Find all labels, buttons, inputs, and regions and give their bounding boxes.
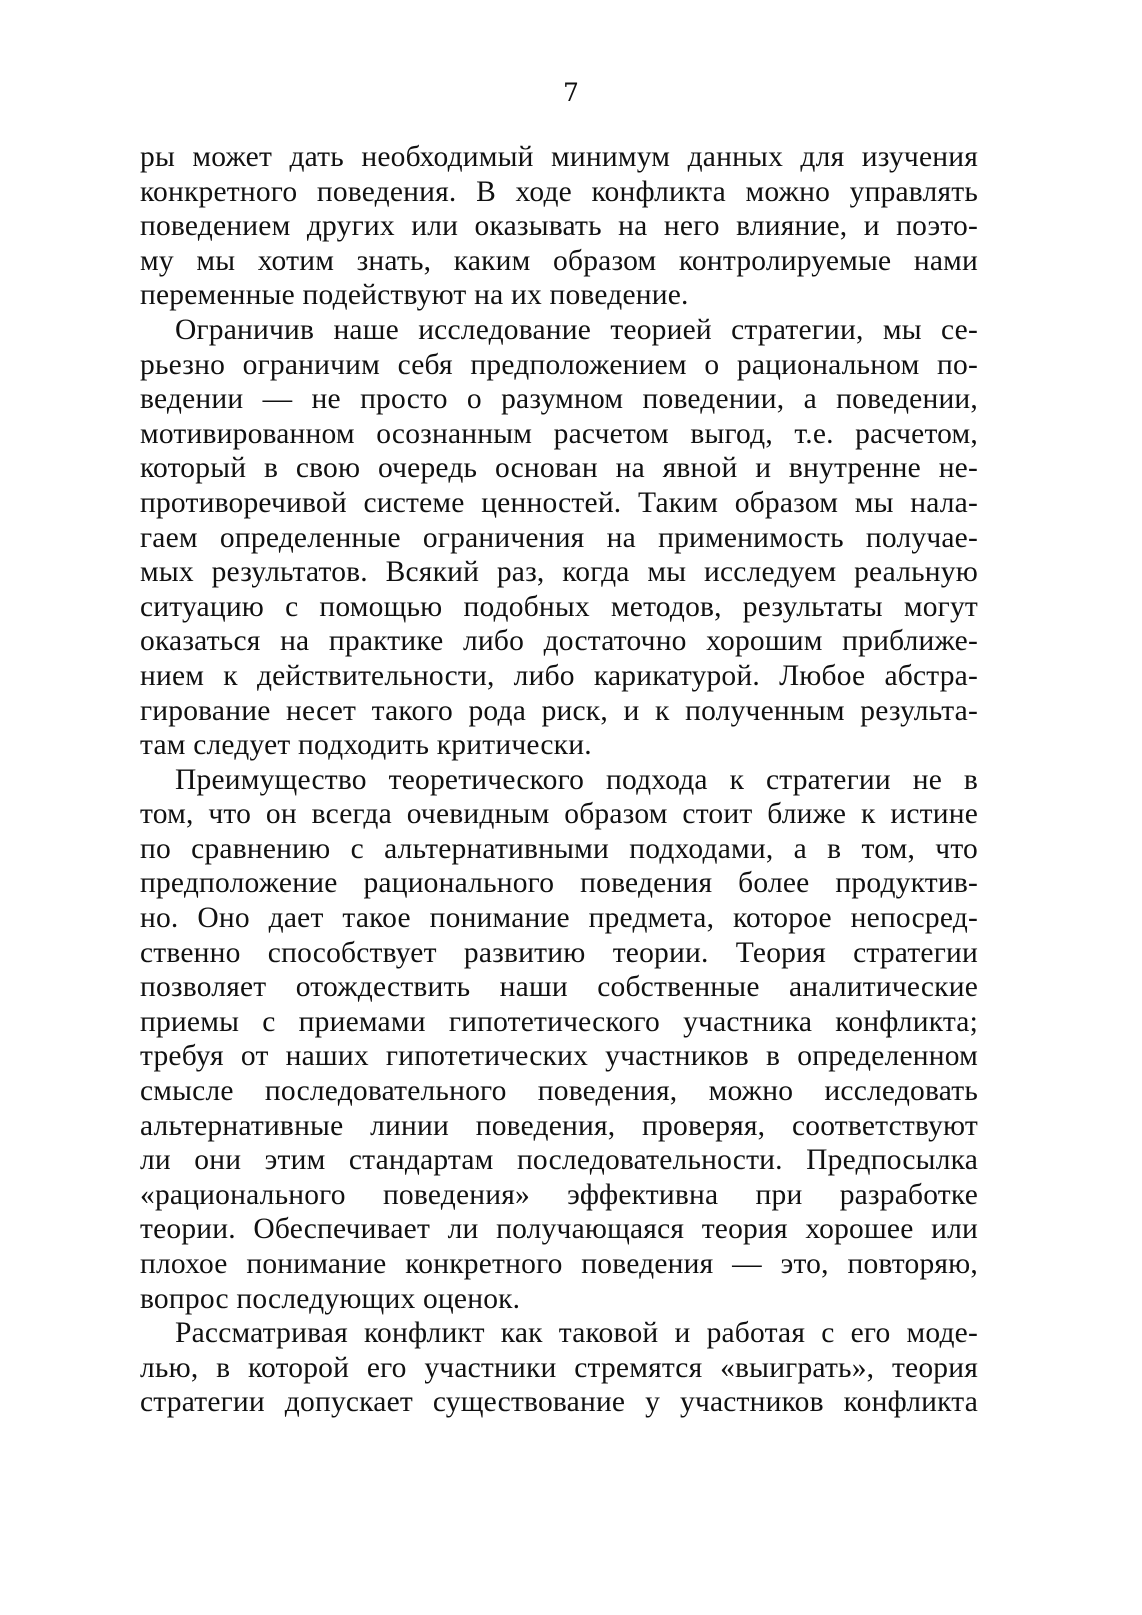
text-line: который в свою очередь основан на явной и внутренне не- <box>140 452 978 485</box>
page-number: 7 <box>563 78 579 107</box>
text-line: ведении — не просто о разумном поведении, а поведении, <box>140 383 978 416</box>
text-line: теории. Обеспечивает ли получающаяся теория хорошее или <box>140 1213 978 1246</box>
text-line: стратегии допускает существование у участников конфликта <box>140 1386 978 1419</box>
text-line: том, что он всегда очевидным образом стоит ближе к истине <box>140 798 978 831</box>
text-line: мых результатов. Всякий раз, когда мы исследуем реальную <box>140 556 978 589</box>
text-line: гирование несет такого рода риск, и к полученным результа- <box>140 694 978 727</box>
text-line: Рассматривая конфликт как таковой и работая с его моде- <box>175 1317 978 1350</box>
text-line: «рационального поведения» эффективна при разработке <box>140 1178 978 1211</box>
text-line: рьезно ограничим себя предположением о рациональном по- <box>140 348 978 381</box>
text-line: ственно способствует развитию теории. Теория стратегии <box>140 936 978 969</box>
text-line: мотивированном осознанным расчетом выгод, т.е. расчетом, <box>140 417 978 450</box>
text-line: предположение рационального поведения более продуктив- <box>140 867 978 900</box>
text-line: позволяет отождествить наши собственные аналитические <box>140 971 978 1004</box>
text-line: по сравнению с альтернативными подходами, а в том, что <box>140 832 978 865</box>
text-line: поведением других или оказывать на него влияние, и поэто- <box>140 210 978 243</box>
text-line: нием к действительности, либо карикатурой. Любое абстра- <box>140 659 978 692</box>
text-line: гаем определенные ограничения на применимость получае- <box>140 521 978 554</box>
text-line: противоречивой системе ценностей. Таким образом мы нала- <box>140 486 978 519</box>
text-line: вопрос последующих оценок. <box>140 1282 521 1315</box>
text-line: Ограничив наше исследование теорией стратегии, мы се- <box>175 313 978 346</box>
text-line: переменные подействуют на их поведение. <box>140 279 689 312</box>
text-line: ры может дать необходимый минимум данных для изучения <box>140 141 978 173</box>
text-line: ли они этим стандартам последовательности. Предпосылка <box>140 1144 978 1177</box>
text-line: плохое понимание конкретного поведения — это, повторяю, <box>140 1248 978 1280</box>
text-line: приемы с приемами гипотетического участника конфликта; <box>140 1005 978 1038</box>
text-line: конкретного поведения. В ходе конфликта можно управлять <box>140 175 978 208</box>
text-line: там следует подходить критически. <box>140 729 592 762</box>
text-line: Преимущество теоретического подхода к стратегии не в <box>175 763 978 796</box>
body-text <box>140 140 978 1420</box>
text-line: альтернативные линии поведения, проверяя, соответствуют <box>140 1109 978 1142</box>
text-line: смысле последовательного поведения, можно исследовать <box>140 1075 978 1108</box>
text-line: ситуацию с помощью подобных методов, результаты могут <box>140 590 978 623</box>
text-line: требуя от наших гипотетических участников в определенном <box>140 1040 978 1073</box>
text-line: лью, в которой его участники стремятся «выиграть», теория <box>140 1351 978 1384</box>
text-line: оказаться на практике либо достаточно хорошим приближе- <box>140 625 978 658</box>
text-line: му мы хотим знать, каким образом контролируемые нами <box>140 244 978 277</box>
text-line: но. Оно дает такое понимание предмета, которое непосред- <box>140 902 978 935</box>
